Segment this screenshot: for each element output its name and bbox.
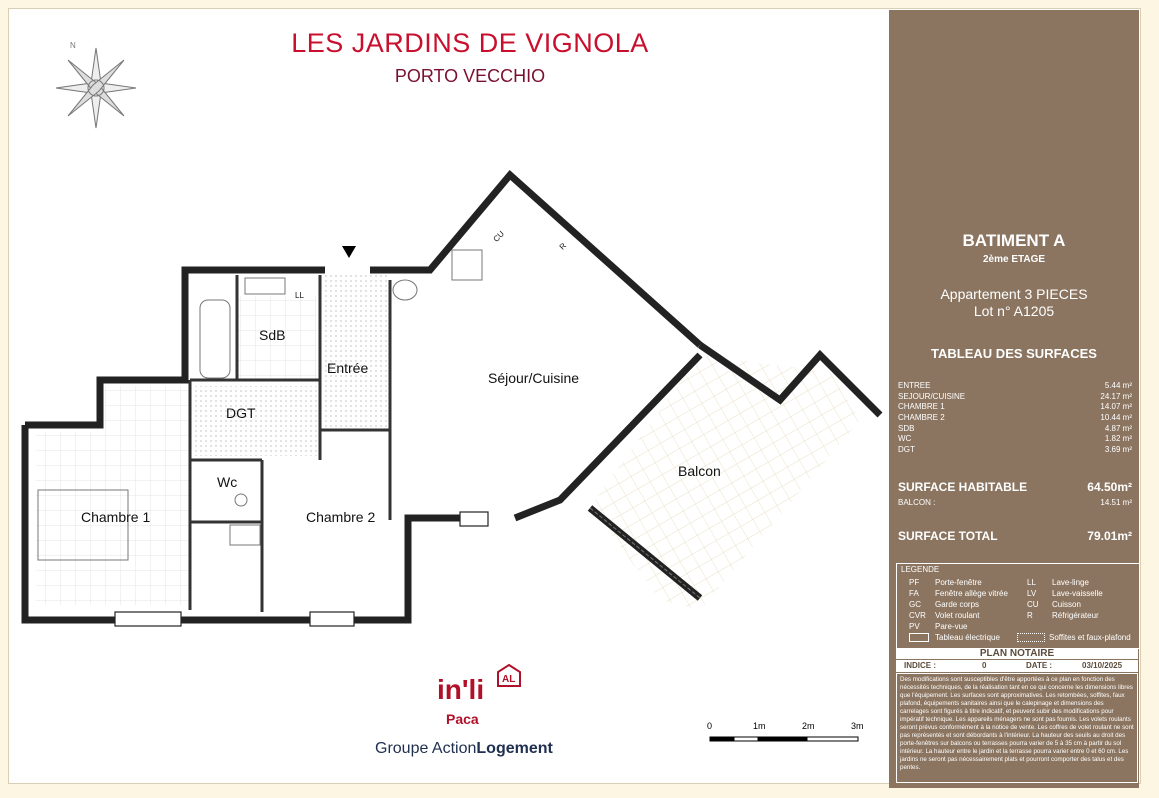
room-label-entree: Entrée (327, 360, 369, 376)
room-label-chambre1: Chambre 1 (81, 509, 151, 525)
scale-tick-0: 0 (707, 721, 713, 731)
entry-arrow-icon (342, 246, 356, 258)
legend-text: Fenêtre allège vitrée (935, 589, 1008, 598)
svg-text:N: N (70, 41, 76, 50)
lot-number: Lot n° A1205 (973, 303, 1055, 319)
scale-tick-3: 3m (851, 721, 864, 731)
legend-code: GC (909, 600, 921, 609)
room-label-balcon: Balcon (678, 463, 721, 479)
surface-row: DGT 3.69 m² (898, 445, 1132, 455)
legend-text: Tableau électrique (935, 633, 1000, 642)
legend-box (896, 563, 1140, 649)
project-title: LES JARDINS DE VIGNOLA (291, 28, 649, 58)
plan-notaire-title: PLAN NOTAIRE (896, 648, 1138, 659)
scale-tick-2: 2m (802, 721, 815, 731)
group-logo (375, 740, 553, 758)
legend-code: PV (909, 622, 920, 631)
room-label-sdb: SdB (259, 327, 286, 343)
legend-code: CU (1027, 600, 1039, 609)
appliance-r: R (557, 241, 569, 252)
legend-code: FA (909, 589, 919, 598)
date-value: 03/10/2025 (1082, 661, 1123, 670)
brand-region: Paca (446, 711, 479, 727)
scale-tick-1: 1m (753, 721, 766, 731)
surface-row: ENTREE 5.44 m² (898, 381, 1132, 390)
room-label-sejour: Séjour/Cuisine (488, 370, 580, 386)
legend-title: LEGENDE (901, 565, 940, 574)
surface-row: CHAMBRE 2 10.44 m² (898, 413, 1132, 423)
surface-habitable: SURFACE HABITABLE 64.50m² (898, 480, 1132, 494)
compass-icon (56, 41, 136, 128)
apartment-type: Appartement 3 PIECES (940, 286, 1088, 302)
legend-code: LL (1027, 578, 1036, 587)
index-date-row (896, 660, 1138, 672)
legend-text: Soffites et faux-plafond (1049, 633, 1131, 642)
surfaces-table-title: TABLEAU DES SURFACES (931, 346, 1097, 361)
al-badge-icon (497, 664, 521, 688)
disclaimer-text: Des modifications sont susceptibles d'être apportées à ce plan en fonction des nécessités techniques, de la réalisation tant en ce qui concerne les dimensions libres que l'équipement. Les surfaces sont approximatives. Les retombées, soffites, faux plafond, équipements sanitaires ainsi que le calepinage et dimensions des carrelages sont figurés à titre indicatif, et peuvent subir des modifications pour impératif technique. Les appareils ménagers ne sont pas fournis. Les volets roulants seront prévus conformément à la notice de vente. Les coffres de volet roulant ne sont pas représentés et sont débordants à l'intérieur. La hauteur des seuils au droit des porte-fenêtres sur balcons ou terrasses pourra varier de 5 à 35 cm à partir du sol intérieur. La hauteur entre le jardin et la terrasse pourra varier entre 0 et 60 cm. Les jardins ne seront pas nécessairement plats et pourront comporter des talus et des pentes. (896, 673, 1138, 783)
soffites-icon (1017, 633, 1045, 642)
surface-row: CHAMBRE 1 14.07 m² (898, 402, 1132, 412)
legend-text: Volet roulant (935, 611, 980, 620)
legend-text: Garde corps (935, 600, 980, 609)
key-plan (904, 20, 1130, 219)
dgt-floor (190, 386, 320, 456)
project-subtitle: PORTO VECCHIO (394, 66, 546, 86)
legend-code: CVR (909, 611, 926, 620)
group-suffix: Logement (476, 740, 553, 757)
floor-label: 2ème ETAGE (982, 254, 1046, 265)
surface-row: SDB 4.87 m² (898, 423, 1132, 433)
entree-floor (320, 275, 390, 430)
building-name: BATIMENT A (962, 231, 1066, 250)
legend-text: Lave-linge (1052, 578, 1089, 587)
surface-row: SEJOUR/CUISINE 24.17 m² (898, 391, 1132, 401)
surface-total: SURFACE TOTAL 79.01m² (898, 529, 1132, 543)
appliance-cu: CU (491, 229, 507, 244)
legend-text: Porte-fenêtre (935, 578, 982, 587)
balcon-floor (590, 355, 860, 610)
legend-text: Pare-vue (935, 622, 968, 631)
appliance-ll: LL (295, 291, 304, 300)
legend-text: Réfrigérateur (1052, 611, 1099, 620)
indice-value: 0 (982, 661, 987, 670)
room-label-wc: Wc (217, 474, 238, 490)
legend-code: R (1027, 611, 1033, 620)
surfaces-table (898, 381, 1132, 456)
balcon-surface: BALCON : 14.51 m² (898, 498, 1132, 507)
legend-text: Cuisson (1052, 600, 1081, 609)
legend-code: PF (909, 578, 920, 587)
brand-logo: in'li (437, 674, 485, 705)
room-label-chambre2: Chambre 2 (306, 509, 376, 525)
chambre1-floor (36, 386, 190, 605)
scale-bar (710, 737, 858, 741)
legend-text: Lave-vaisselle (1052, 589, 1103, 598)
al-badge-text: AL (502, 674, 516, 685)
date-label: DATE : (1026, 661, 1053, 670)
indice-label: INDICE : (904, 661, 936, 670)
tableau-electrique-icon (909, 633, 929, 642)
surface-row: WC 1.82 m² (898, 434, 1132, 444)
room-label-dgt: DGT (226, 405, 256, 421)
legend-code: LV (1027, 589, 1037, 598)
group-prefix: Groupe Action (375, 740, 477, 757)
